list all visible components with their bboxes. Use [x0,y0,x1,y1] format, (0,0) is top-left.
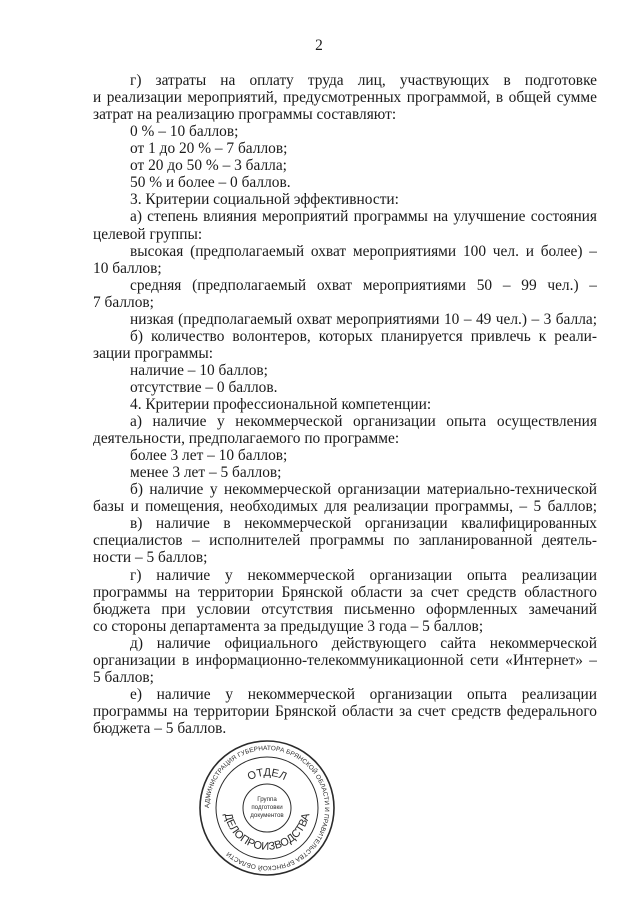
text-line: менее 3 лет – 5 баллов; [130,464,282,482]
stamp-bottom-arc-text: ДЕЛОПРОИЗВОДСТВА [221,811,313,853]
text-line: ности – 5 баллов; [93,549,208,567]
text-line: в) наличие в некоммерческой организации квалифицированных [130,515,597,533]
text-line: организации в информационно-телекоммуникационной сети «Интернет» – [93,651,597,669]
text-line: 7 баллов; [93,293,154,311]
text-line: средняя (предполагаемый охват мероприятиями 50 – 99 чел.) – [130,276,597,294]
text-line: высокая (предполагаемый охват мероприятиями 100 чел. и более) – [130,242,597,260]
stamp-center-line-1: Группа [257,796,277,803]
text-line: 10 баллов; [93,259,162,277]
text-line: деятельности, предполагаемого по программе: [93,430,400,448]
text-line: более 3 лет – 10 баллов; [130,447,288,465]
text-line: 3. Критерии социальной эффективности: [130,191,399,209]
text-line: от 20 до 50 % – 3 балла; [130,157,287,175]
official-stamp [197,738,337,878]
text-line: бюджета при условии отсутствия письменно оформленных замечаний [93,600,597,618]
text-line: целевой группы: [93,225,203,243]
text-line: е) наличие у некоммерческой организации опыта реализации [130,685,597,703]
text-line: 0 % – 10 баллов; [130,123,239,141]
text-line: наличие – 10 баллов; [130,361,268,379]
text-line: 5 баллов; [93,668,154,686]
text-line: б) наличие у некоммерческой организации материально-технической [130,481,597,499]
text-line: отсутствие – 0 баллов. [130,378,278,396]
text-line: от 1 до 20 % – 7 баллов; [130,140,288,158]
stamp-center-line-2: подготовки [251,804,283,811]
stamp-outer-text: АДМИНИСТРАЦИЯ ГУБЕРНАТОРА БРЯНСКОЙ ОБЛАСТИ И ПРАВИТЕЛЬСТВА БРЯНСКОЙ ОБЛАСТИ [203,744,331,872]
text-line: а) степень влияния мероприятий программы на улучшение состояния [130,208,597,226]
stamp-top-arc-text: ОТДЕЛ [245,766,289,784]
text-line: базы и помещения, необходимых для реализации программы, – 5 баллов; [93,498,597,516]
text-line: и реализации мероприятий, предусмотренных программой, в общей сумме [93,89,597,106]
text-line: программы на территории Брянской области за счет средств федерального [93,702,597,720]
text-line: бюджета – 5 баллов. [93,719,227,737]
text-line: со стороны департамента за предыдущие 3 года – 5 баллов; [93,617,484,635]
text-line: специалистов – исполнителей программы по запланированной деятель- [93,532,597,550]
text-line: программы на территории Брянской области за счет средств областного [93,583,597,601]
text-line: г) наличие у некоммерческой организации опыта реализации [130,566,597,584]
stamp-center-line-3: документов [250,812,284,819]
text-line: зации программы: [93,344,214,362]
text-line: а) наличие у некоммерческой организации опыта осуществления [130,413,597,430]
text-line: г) затраты на оплату труда лиц, участвующих в подготовке [130,72,597,89]
page-number: 2 [315,37,323,54]
text-line: б) количество волонтеров, которых планируется привлечь к реали- [130,327,597,345]
text-line: затрат на реализацию программы составляют: [93,106,397,124]
text-line: д) наличие официального действующего сайта некоммерческой [130,634,597,652]
text-line: 50 % и более – 0 баллов. [130,174,291,192]
text-line: 4. Критерии профессиональной компетенции: [130,395,432,413]
text-line: низкая (предполагаемый охват мероприятиями 10 – 49 чел.) – 3 балла; [130,310,597,328]
svg-text:ОТДЕЛ [246,767,289,783]
